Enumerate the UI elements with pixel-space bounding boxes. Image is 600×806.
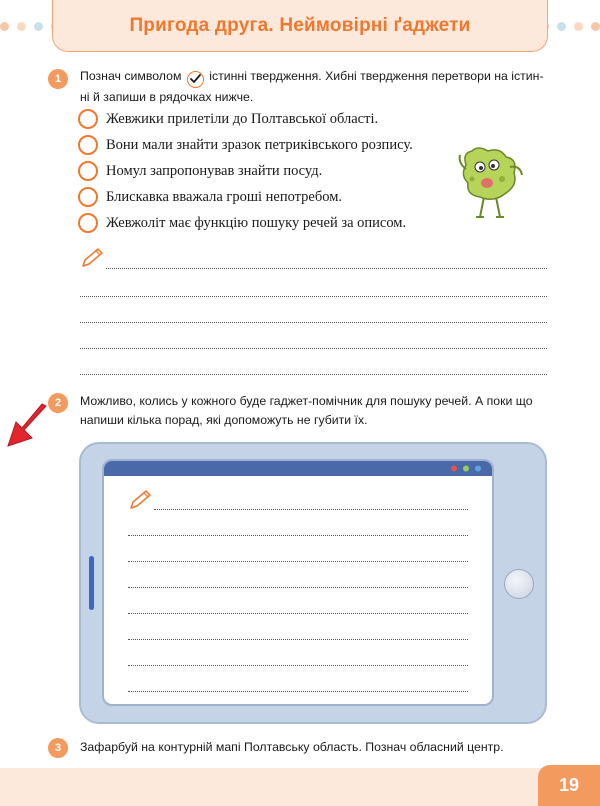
writing-line[interactable] bbox=[80, 322, 547, 323]
window-control-dots-icon bbox=[104, 461, 494, 476]
task-3-number: 3 bbox=[48, 738, 68, 758]
statement-item[interactable] bbox=[78, 109, 378, 129]
writing-line[interactable] bbox=[128, 561, 468, 562]
statement-text: Номул запропонував знайти посуд. bbox=[106, 162, 323, 179]
task-1-number: 1 bbox=[48, 69, 68, 89]
green-character-illustration bbox=[458, 145, 528, 220]
statement-text: Вони мали знайти зразок петриківського розпису. bbox=[106, 136, 413, 153]
task-1-text-after: істинні твердження. Хибні твердження перетвори на істин- bbox=[209, 69, 544, 83]
task-1-instruction bbox=[80, 67, 560, 107]
answer-circle[interactable] bbox=[78, 187, 98, 207]
page-header bbox=[52, 0, 548, 52]
pencil-icon bbox=[128, 489, 152, 511]
statement-text: Жевжики прилетіли до Полтавської області. bbox=[106, 110, 379, 127]
writing-line[interactable] bbox=[128, 665, 468, 666]
task-3-instruction: Зафарбуй на контурній мапі Полтавську область. Познач обласний центр. bbox=[80, 740, 504, 754]
footer-band bbox=[0, 768, 600, 806]
writing-line[interactable] bbox=[154, 509, 468, 510]
task-1-text-before: Познач символом bbox=[80, 69, 182, 83]
writing-line[interactable] bbox=[128, 639, 468, 640]
statement-item[interactable] bbox=[78, 161, 322, 181]
task-2-instruction bbox=[80, 392, 560, 430]
writing-line[interactable] bbox=[80, 374, 547, 375]
answer-circle[interactable] bbox=[78, 109, 98, 129]
writing-line[interactable] bbox=[80, 296, 547, 297]
tablet-screen bbox=[102, 459, 494, 706]
tablet-home-button bbox=[504, 569, 534, 599]
writing-line[interactable] bbox=[128, 691, 468, 692]
red-arrow-icon bbox=[2, 402, 52, 466]
statement-text: Блискавка вважала гроші непотребом. bbox=[106, 188, 343, 205]
statement-text: Жевжоліт має функцію пошуку речей за описом. bbox=[106, 214, 407, 231]
answer-circle[interactable] bbox=[78, 213, 98, 233]
page-title: Пригода друга. Неймовірні ґаджети bbox=[129, 14, 471, 36]
statement-item[interactable] bbox=[78, 187, 342, 207]
statement-item[interactable] bbox=[78, 213, 406, 233]
task-2-text-line2: напиши кілька порад, які допоможуть не губити їх. bbox=[80, 413, 368, 427]
tablet-side-button bbox=[89, 556, 94, 610]
statement-item[interactable] bbox=[78, 135, 413, 155]
writing-line[interactable] bbox=[128, 587, 468, 588]
pencil-icon bbox=[80, 247, 104, 269]
writing-line[interactable] bbox=[80, 348, 547, 349]
tablet-screen-bar bbox=[104, 461, 492, 476]
task-1-text-line2: ні й запиши в рядочках нижче. bbox=[80, 89, 254, 104]
page-number: 19 bbox=[558, 775, 580, 795]
checkmark-icon bbox=[187, 71, 204, 88]
page-number-tab bbox=[538, 765, 600, 806]
writing-line[interactable] bbox=[106, 268, 547, 269]
task-2-number: 2 bbox=[48, 393, 68, 413]
writing-line[interactable] bbox=[128, 613, 468, 614]
answer-circle[interactable] bbox=[78, 161, 98, 181]
task-2-text-line1: Можливо, колись у кожного буде гаджет-помічник для пошуку речей. А поки що bbox=[80, 394, 533, 408]
writing-line[interactable] bbox=[128, 535, 468, 536]
answer-circle[interactable] bbox=[78, 135, 98, 155]
